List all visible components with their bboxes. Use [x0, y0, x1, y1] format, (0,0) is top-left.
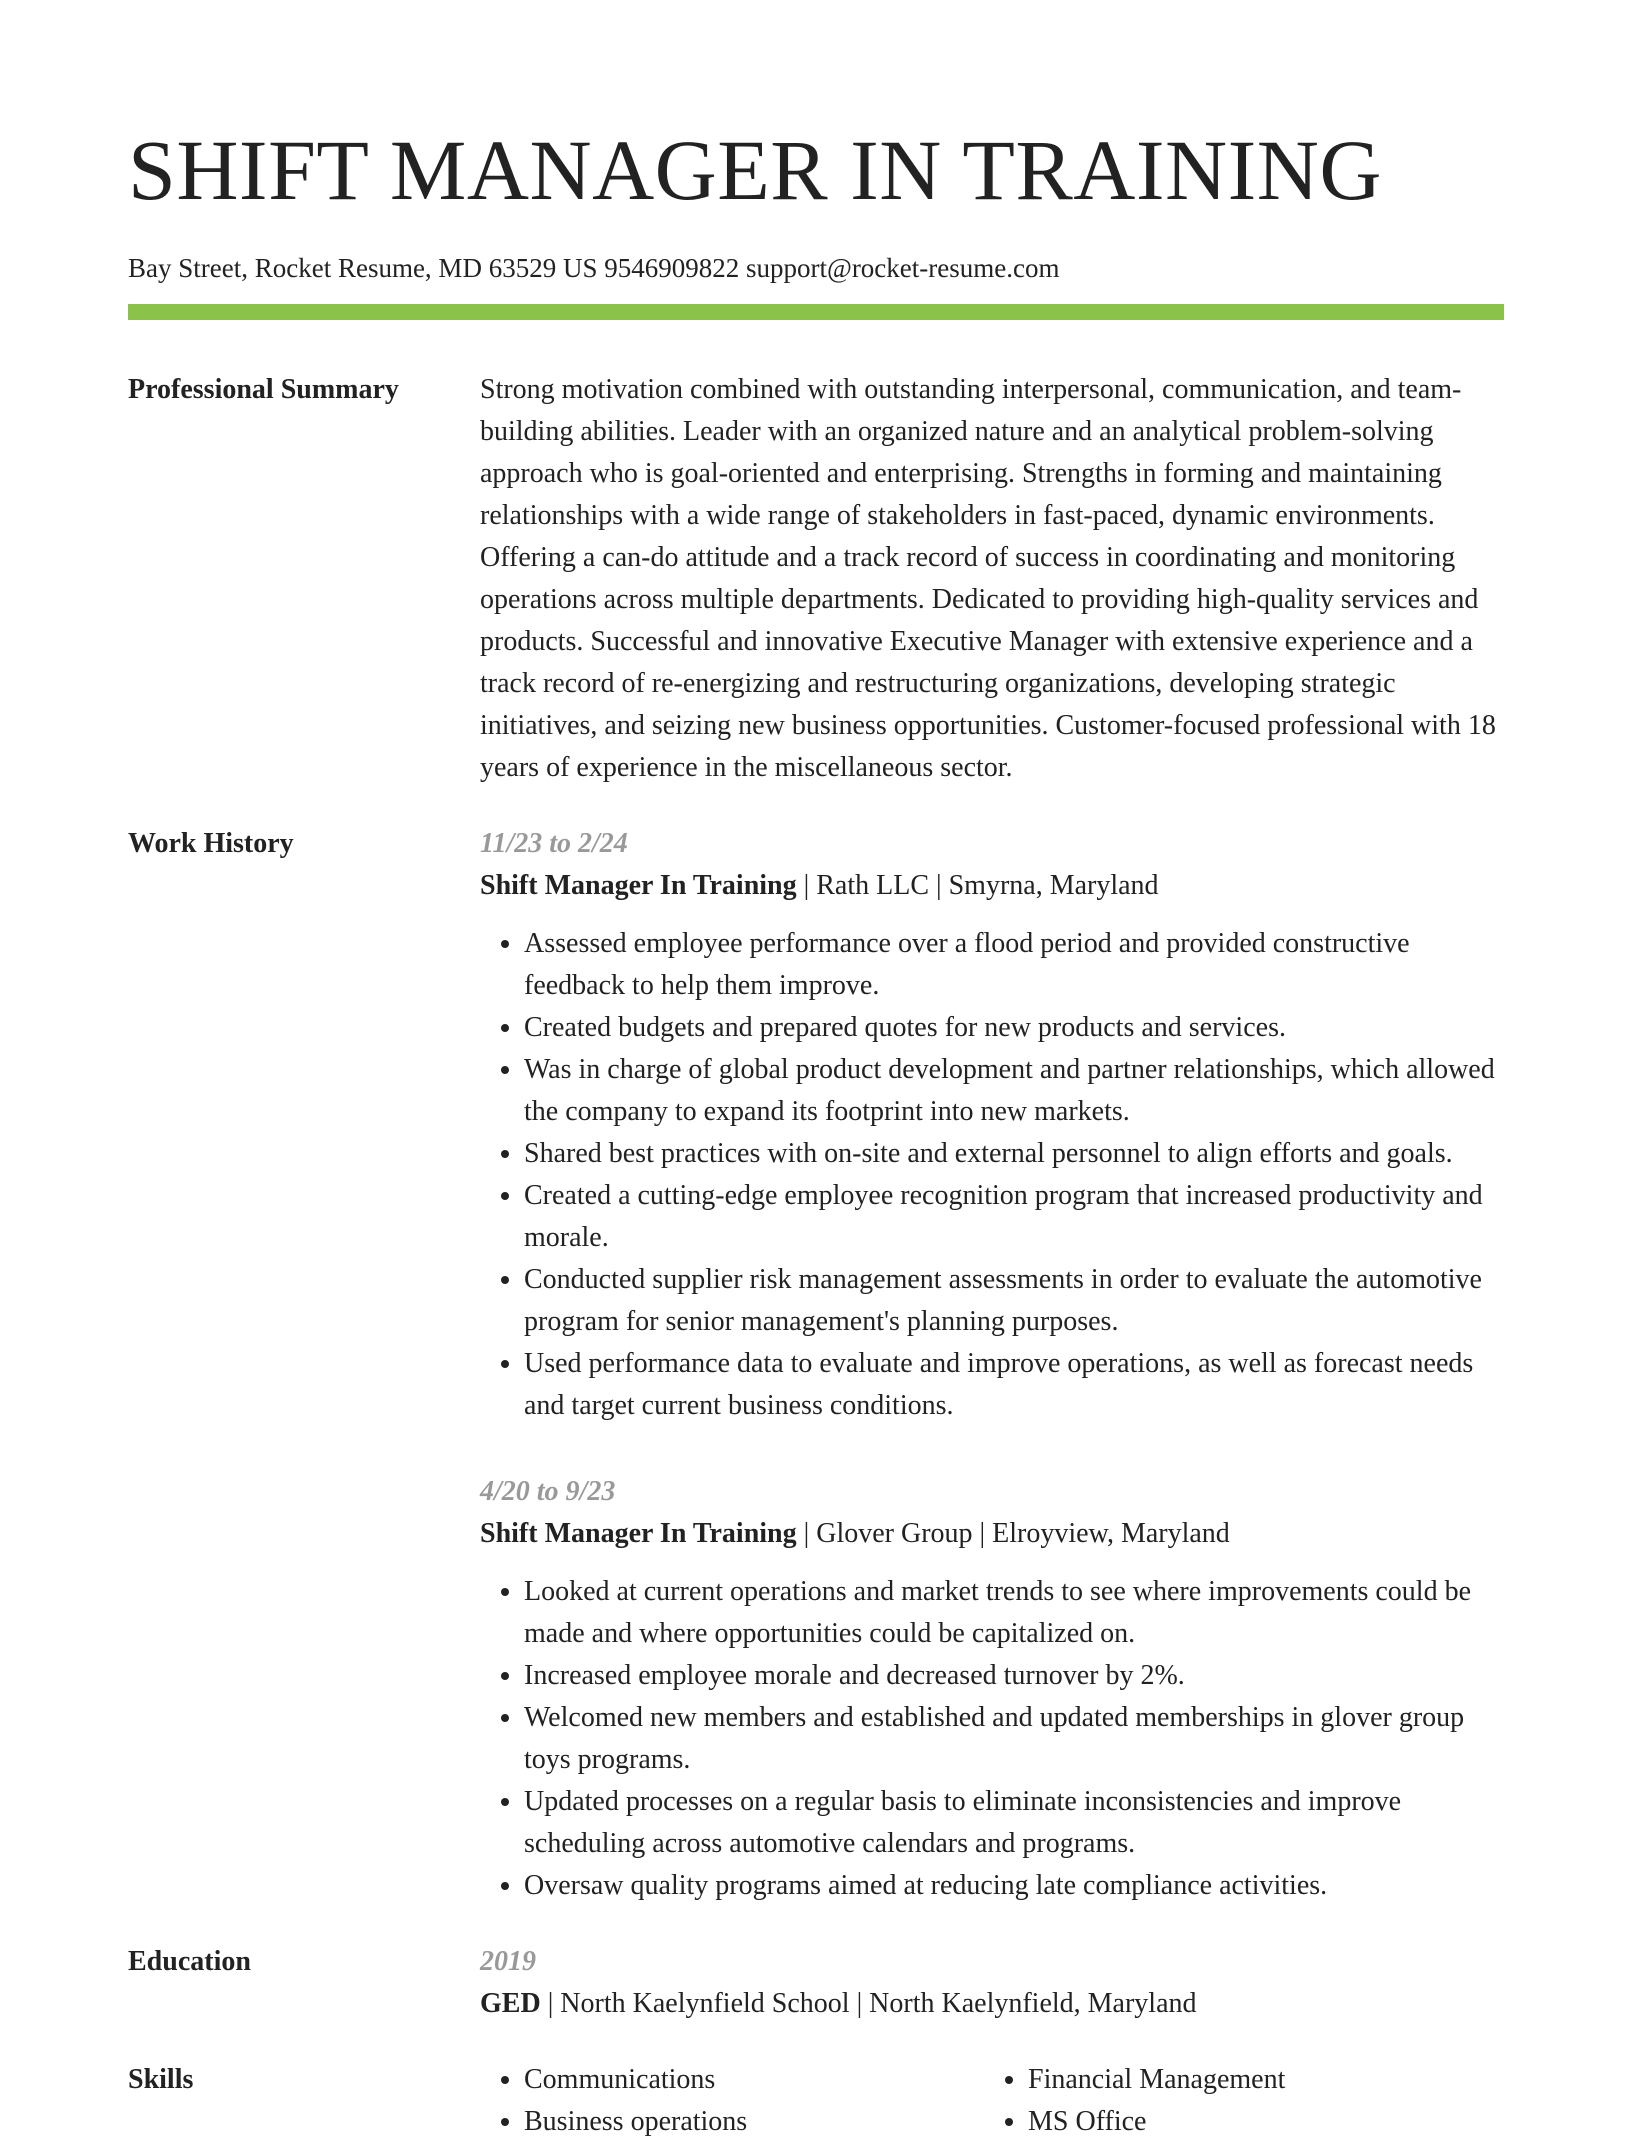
job-bullet: • Welcomed new members and established and updated memberships in glover group toys programs. [524, 1697, 1504, 1781]
education-details: | North Kaelynfield School | North Kaelynfield, Maryland [540, 1988, 1197, 2019]
job-entry [480, 1471, 1504, 1907]
header-accent-rule [128, 304, 1504, 320]
job-bullet: • Updated processes on a regular basis to eliminate inconsistencies and improve scheduling across automotive calendars and programs. [524, 1781, 1504, 1865]
skills-column-1 [480, 2059, 984, 2143]
job-details: | Glover Group | Elroyview, Maryland [796, 1518, 1230, 1549]
education-degree: GED [480, 1988, 541, 2019]
job-details: | Rath LLC | Smyrna, Maryland [796, 870, 1159, 901]
education-line [480, 1983, 1504, 2025]
summary-section [128, 369, 1504, 789]
job-role: Shift Manager In Training [480, 1518, 797, 1549]
work-history-label: Work History [128, 828, 294, 859]
job-bullet: • Oversaw quality programs aimed at reducing late compliance activities. [524, 1865, 1504, 1907]
skills-label: Skills [128, 2064, 194, 2095]
skills-column-2 [984, 2059, 1488, 2143]
job-bullet: • Created budgets and prepared quotes for new products and services. [524, 1007, 1504, 1049]
job-bullet: • Shared best practices with on-site and external personnel to align efforts and goals. [524, 1133, 1504, 1175]
education-section [128, 1941, 1504, 2025]
skill-item: • Business operations [524, 2101, 984, 2143]
job-bullet: • Looked at current operations and market trends to see where improvements could be made and where opportunities could be capitalized on. [524, 1571, 1504, 1655]
job-title-line [480, 865, 1504, 907]
work-history-body [480, 823, 1504, 1907]
contact-line: Bay Street, Rocket Resume, MD 63529 US 9546909822 support@rocket-resume.com [128, 253, 1060, 283]
skills-section [128, 2059, 1504, 2143]
job-date: 11/23 to 2/24 [480, 828, 628, 859]
job-bullet: • Was in charge of global product development and partner relationships, which allowed the company to expand its footprint into new markets. [524, 1049, 1504, 1133]
job-date: 4/20 to 9/23 [480, 1476, 616, 1507]
job-title-line [480, 1513, 1504, 1555]
education-label: Education [128, 1946, 251, 1977]
skills-body [480, 2059, 1504, 2143]
summary-label: Professional Summary [128, 374, 399, 405]
education-body [480, 1941, 1504, 2025]
skill-item: • Communications [524, 2059, 984, 2101]
summary-text: Strong motivation combined with outstanding interpersonal, communication, and team-building abilities. Leader with an organized nature and an analytical problem-solving approach who is goal-oriented and enterprising. Strengths in forming and maintaining relationships with a wide range of stakeholders in fast-paced, dynamic environments. Offering a can-do attitude and a track record of success in coordinating and monitoring operations across multiple departments. Dedicated to providing high-quality services and products. Successful and innovative Executive Manager with extensive experience and a track record of re-energizing and restructuring organizations, developing strategic initiatives, and seizing new business opportunities. Customer-focused professional with 18 years of experience in the miscellaneous sector. [480, 374, 1496, 783]
work-history-section [128, 823, 1504, 1907]
summary-body [480, 369, 1504, 789]
job-bullet: • Increased employee morale and decreased turnover by 2%. [524, 1655, 1504, 1697]
skill-item: • MS Office [1028, 2101, 1488, 2143]
resume-name-heading: SHIFT MANAGER IN TRAINING [128, 122, 1382, 218]
job-bullets [480, 1571, 1504, 1907]
job-bullet: • Created a cutting-edge employee recognition program that increased productivity and morale. [524, 1175, 1504, 1259]
skill-item: • Financial Management [1028, 2059, 1488, 2101]
job-bullet: • Assessed employee performance over a flood period and provided constructive feedback to help them improve. [524, 923, 1504, 1007]
job-bullets [480, 923, 1504, 1427]
job-role: Shift Manager In Training [480, 870, 797, 901]
job-bullet: • Conducted supplier risk management assessments in order to evaluate the automotive program for senior management's planning purposes. [524, 1259, 1504, 1343]
job-bullet: • Used performance data to evaluate and improve operations, as well as forecast needs and target current business conditions. [524, 1343, 1504, 1427]
job-entry [480, 823, 1504, 1427]
education-date: 2019 [480, 1946, 536, 1977]
